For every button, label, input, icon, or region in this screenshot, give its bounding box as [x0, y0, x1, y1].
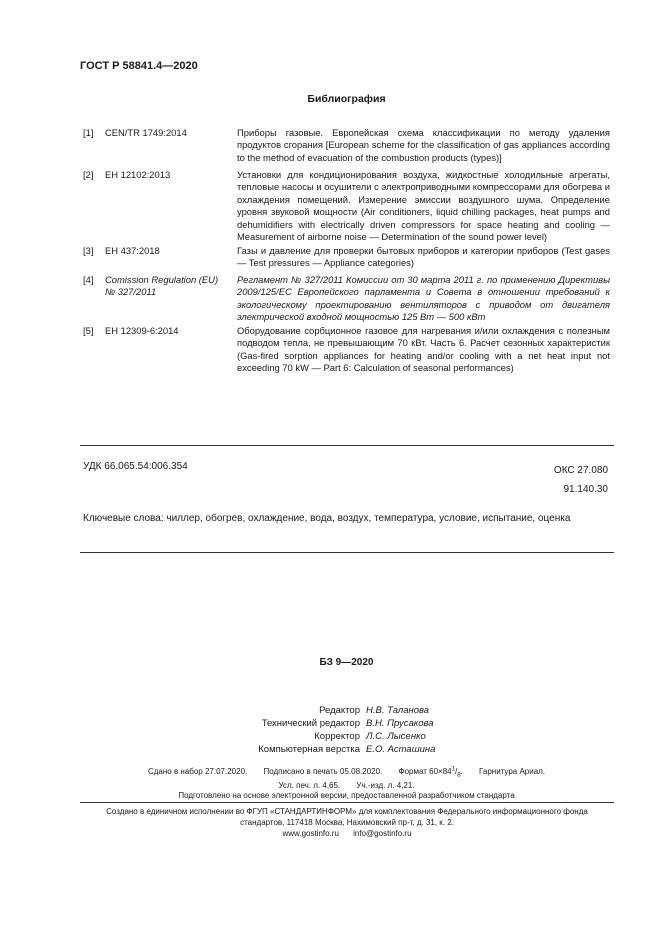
entry-description: Газы и давление для проверки бытовых приборов и категории приборов (Test gases — Test pressures — Appliance categories) — [237, 245, 610, 269]
entry-description: Регламент № 327/2011 Комиссии от 30 марта 2011 г. по применению Директивы 2009/125/ЕС Европейского парламента и Совета в отношении требований к экологическому проектированию вентиляторов с приводом от двигателя электрической входной мощностью 125 Вт — 500 кВт — [237, 274, 610, 323]
staff-name: Л.С. Лысенко — [366, 731, 426, 742]
printed-sheets: Усл. печ. л. 4,65. — [278, 780, 341, 790]
staff-row — [180, 730, 480, 743]
publisher-info — [80, 806, 614, 839]
staff-row — [180, 743, 480, 756]
divider — [80, 552, 614, 553]
entry-reference: Comission Regulation (EU) № 327/2011 — [105, 274, 219, 298]
bibliography-title: Библиография — [307, 93, 386, 105]
publisher-contacts — [80, 828, 614, 839]
staff-role: Корректор — [314, 731, 360, 742]
print-imprint — [0, 764, 661, 802]
staff-name: Е.О. Асташина — [366, 744, 436, 755]
entry-number: [3] — [83, 245, 94, 256]
entry-number: [5] — [83, 325, 94, 336]
typeface: Гарнитура Ариал. — [479, 766, 546, 776]
bz-number: БЗ 9—2020 — [319, 657, 374, 668]
bibliography-entry — [83, 245, 610, 270]
entry-reference: CEN/TR 1749:2014 — [105, 127, 187, 138]
bibliography-entry — [83, 127, 610, 164]
bibliography-entry — [83, 274, 610, 324]
typeset-date: Сдано в набор 27.07.2020. — [147, 766, 248, 776]
bibliography-entry — [83, 325, 610, 375]
imprint-line — [0, 764, 661, 781]
entry-description: Приборы газовые. Европейская схема классификации по методу удаления продуктов сгорания [European scheme for the classification of gas appliances according to the method of evacuation of the combustion products (types)] — [237, 127, 610, 163]
staff-row — [180, 704, 480, 717]
keywords: Ключевые слова: чиллер, обогрев, охлаждение, вода, воздух, температура, условие, испытание, оценка — [83, 513, 571, 524]
entry-number: [1] — [83, 127, 94, 138]
entry-reference: ЕН 437:2018 — [105, 245, 160, 256]
entry-description: Оборудование сорбционное газовое для нагревания и/или охлаждения с полезным подводом тепла, не превышающим 70 кВт. Часть 6. Расчет сезонных характеристик (Gas-fired sorption appliances for heating and/or cooling with a net heat input not exceeding 70 kW — Part 6: Calculation of seasonal performances) — [237, 325, 610, 374]
website-link[interactable]: www.gostinfo.ru — [282, 829, 339, 838]
entry-reference: ЕН 12102:2013 — [105, 169, 171, 180]
staff-name: В.Н. Прусакова — [366, 718, 434, 729]
entry-number: [2] — [83, 169, 94, 180]
entry-description: Установки для кондиционирования воздуха, жидкостные холодильные агрегаты, тепловые насосы и осушители с электроприводными компрессорами для обогрева и охлаждения помещений. Измерение эмиссии воздушного шума. Определение уровня звуковой мощности (Air conditioners, liquid chilling packages, heat pumps and dehumidifiers with electrically driven compressors for space heating and cooling — Measurement of airborne noise — Determination of the sound power level) — [237, 169, 610, 243]
publisher-line: Создано в единичном исполнении во ФГУП «СТАНДАРТИНФОРМ» для комплектования Федерального информационного фонда — [106, 807, 588, 816]
oks-codes — [554, 461, 608, 499]
staff-role: Редактор — [319, 705, 360, 716]
publisher-address: стандартов, 117418 Москва, Нахимовский пр-т, д. 31, к. 2. — [240, 818, 454, 827]
divider — [80, 445, 614, 446]
staff-role: Технический редактор — [261, 718, 360, 729]
publishing-sheets: Уч.-изд. л. 4,21. — [356, 780, 415, 790]
oks-code-secondary: 91.140.30 — [563, 484, 608, 495]
staff-row — [180, 717, 480, 730]
email-link[interactable]: info@gostinfo.ru — [353, 829, 412, 838]
imprint-line — [0, 781, 661, 792]
standard-code: ГОСТ Р 58841.4—2020 — [80, 60, 198, 72]
oks-code-primary: ОКС 27.080 — [553, 465, 608, 476]
bibliography-entry — [83, 169, 610, 243]
udk-code: УДК 66.065.54:006.354 — [83, 461, 188, 472]
imprint-note: Подготовлено на основе электронной версии, предоставленной разработчиком стандарта — [178, 791, 515, 801]
entry-reference: ЕН 12309-6:2014 — [105, 325, 179, 336]
paper-format: Формат $60\times 84^1/_8$. — [398, 766, 463, 779]
editorial-staff — [180, 704, 480, 756]
divider — [80, 802, 614, 803]
staff-name: Н.В. Таланова — [366, 705, 430, 716]
signed-date: Подписано в печать 05.08.2020. — [263, 766, 383, 776]
entry-number: [4] — [83, 274, 94, 285]
staff-role: Компьютерная верстка — [258, 744, 360, 755]
